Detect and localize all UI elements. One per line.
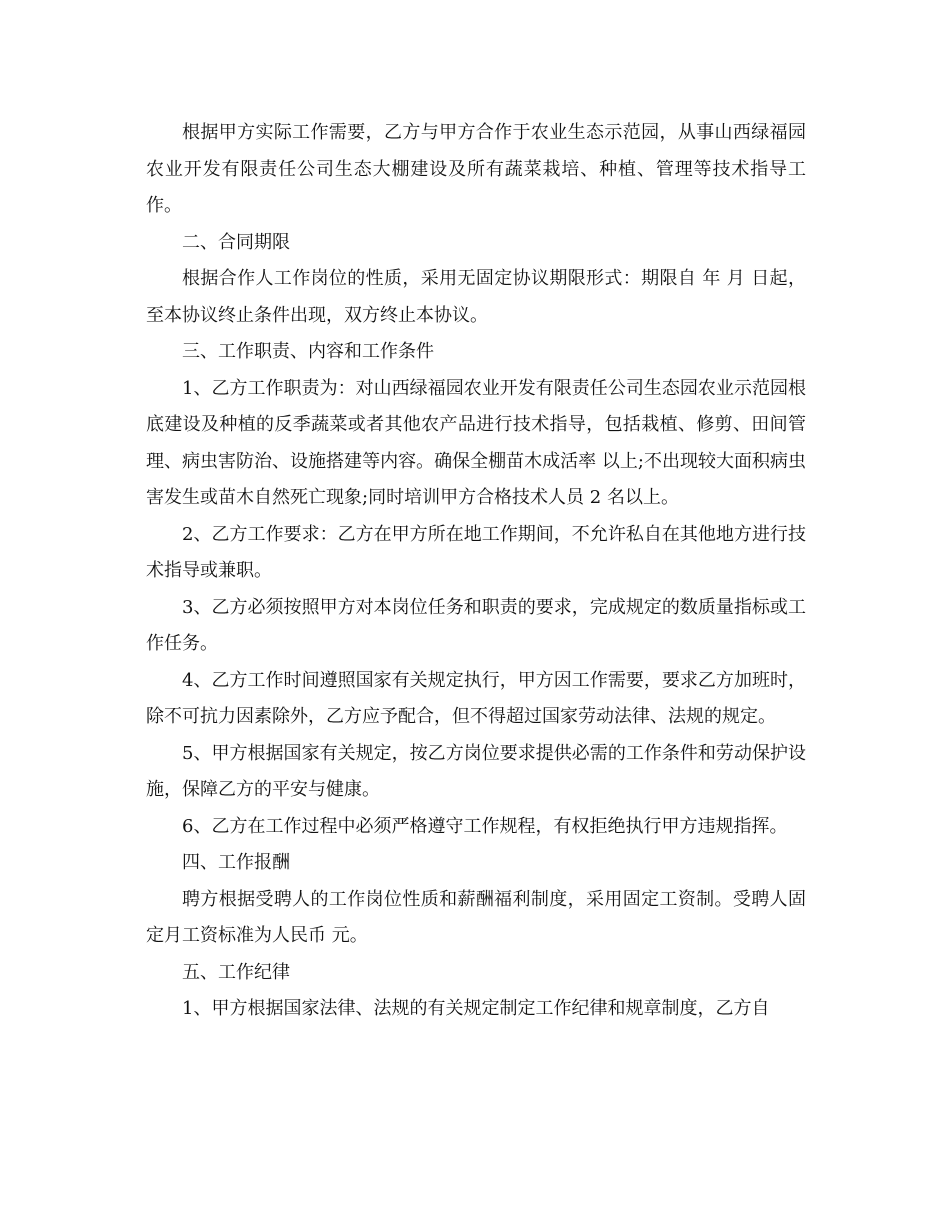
heading-contract-term: 二、合同期限: [182, 231, 290, 253]
heading-discipline: 五、工作纪律: [182, 961, 290, 983]
paragraph-work-location: 根据甲方实际工作需要，乙方与甲方合作于农业生态示范园，从事山西绿福园农业开发有限责任公司生态大棚建设及所有蔬菜栽培、种植、管理等技术指导工作。: [146, 122, 806, 216]
paragraph-discipline-1: 1、甲方根据国家法律、法规的有关规定制定工作纪律和规章制度，乙方自: [182, 998, 770, 1019]
heading-compensation: 四、工作报酬: [182, 852, 290, 873]
paragraph-compensation: 聘方根据受聘人的工作岗位性质和薪酬福利制度，采用固定工资制。受聘人固定月工资标准为人民币 元。: [146, 888, 806, 946]
paragraph-contract-term: 根据合作人工作岗位的性质，采用无固定协议期限形式：期限自 年 月 日起，至本协议终止条件出现，双方终止本协议。: [146, 268, 806, 326]
paragraph-duty-1: 1、乙方工作职责为：对山西绿福园农业开发有限责任公司生态园农业示范园根底建设及种植的反季蔬菜或者其他农产品进行技术指导，包括栽植、修剪、田间管理、病虫害防治、设施搭建等内容。确保全棚苗木成活率 以上;不出现较大面积病虫害发生或苗木自然死亡现象;同时培训甲方合格技术人员 2 名以上。: [146, 377, 806, 508]
paragraph-duty-5: 5、甲方根据国家有关规定，按乙方岗位要求提供必需的工作条件和劳动保护设施，保障乙方的平安与健康。: [146, 742, 806, 800]
document-body: [146, 115, 806, 1028]
heading-duties: 三、工作职责、内容和工作条件: [182, 341, 434, 362]
paragraph-duty-3: 3、乙方必须按照甲方对本岗位任务和职责的要求，完成规定的数质量指标或工作任务。: [146, 596, 806, 654]
paragraph-duty-4: 4、乙方工作时间遵照国家有关规定执行，甲方因工作需要，要求乙方加班时，除不可抗力因素除外，乙方应予配合，但不得超过国家劳动法律、法规的规定。: [146, 669, 806, 727]
paragraph-duty-2: 2、乙方工作要求：乙方在甲方所在地工作期间，不允许私自在其他地方进行技术指导或兼职。: [146, 523, 806, 581]
paragraph-duty-6: 6、乙方在工作过程中必须严格遵守工作规程，有权拒绝执行甲方违规指挥。: [182, 815, 788, 837]
